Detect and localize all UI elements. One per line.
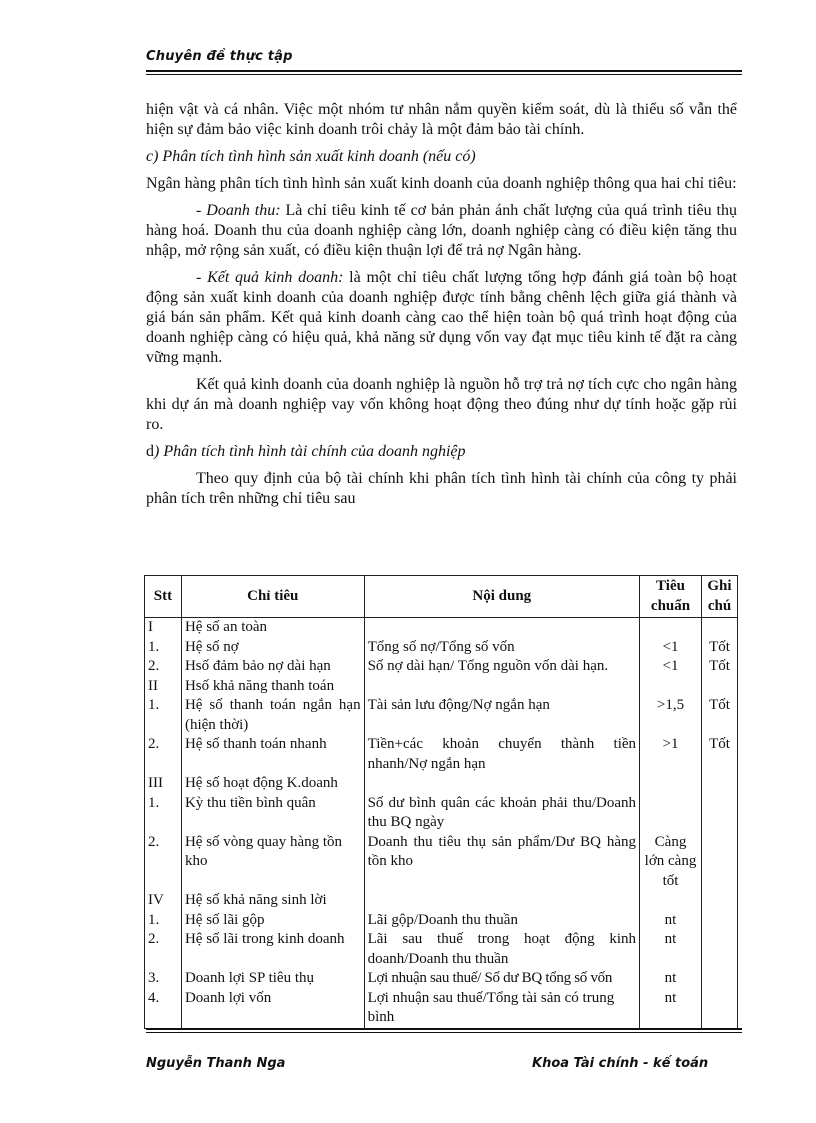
cell-note: [701, 774, 737, 794]
paragraph-5: Kết quả kinh doanh của doanh nghiệp là nguồn hỗ trợ trả nợ tích cực cho ngân hàng khi dự án mà doanh nghiệp vay vốn không hoạt động theo đúng như dự tính hoặc gặp rủi ro.: [146, 376, 737, 433]
cell-note: Tốt: [701, 638, 737, 658]
cell-standard: [640, 891, 702, 911]
cell-criterion: Hệ số lãi gộp: [181, 911, 364, 931]
cell-note: Tốt: [701, 735, 737, 774]
cell-criterion: Hệ số khả năng sinh lời: [181, 891, 364, 911]
cell-criterion: Hệ số nợ: [181, 638, 364, 658]
cell-content: Lãi gộp/Doanh thu thuần: [364, 911, 639, 931]
cell-note: [701, 969, 737, 989]
paragraph-revenue: [146, 201, 737, 261]
cell-criterion: Doanh lợi vốn: [181, 989, 364, 1029]
cell-content: Doanh thu tiêu thụ sản phẩm/Dư BQ hàng tồn kho: [364, 833, 639, 892]
header-title: Chuyên đề thực tập: [146, 49, 293, 64]
paragraph-2: Ngân hàng phân tích tình hình sản xuất kinh doanh của doanh nghiệp thông qua hai chỉ tiêu:: [146, 175, 737, 192]
cell-stt: IV: [145, 891, 182, 911]
cell-stt: 1.: [145, 696, 182, 735]
paragraph-1: hiện vật và cá nhân. Việc một nhóm tư nhân nắm quyền kiểm soát, dù là thiểu số vẫn thể hiện sự đảm bảo việc kinh doanh trôi chảy là một đảm bảo tài chính.: [146, 101, 737, 138]
cell-note: [701, 794, 737, 833]
cell-stt: 3.: [145, 969, 182, 989]
footer-department: Khoa Tài chính - kế toán: [532, 1056, 709, 1071]
text-revenue: Là chỉ tiêu kinh tế cơ bản phản ánh chất lượng của quá trình tiêu thụ hàng hoá. Doanh thu của doanh nghiệp càng lớn, doanh nghiệp càng có điều kiện tăng thu nhập, mở rộng sản xuất, có điều kiện thuận lợi để trả nợ Ngân hàng.: [146, 202, 737, 259]
cell-standard: nt: [640, 989, 702, 1029]
cell-standard: [640, 794, 702, 833]
cell-criterion: Hệ số hoạt động K.doanh: [181, 774, 364, 794]
cell-standard: nt: [640, 930, 702, 969]
cell-note: Tốt: [701, 696, 737, 735]
table-row: [145, 930, 738, 969]
cell-stt: I: [145, 618, 182, 638]
cell-content: Tài sản lưu động/Nợ ngắn hạn: [364, 696, 639, 735]
cell-standard: <1: [640, 638, 702, 658]
cell-standard: [640, 774, 702, 794]
cell-criterion: Hệ số thanh toán nhanh: [181, 735, 364, 774]
table-row: [145, 774, 738, 794]
cell-criterion: Kỳ thu tiền bình quân: [181, 794, 364, 833]
header-stt: Stt: [145, 576, 182, 618]
cell-stt: 1.: [145, 638, 182, 658]
cell-criterion: Hệ số lãi trong kinh doanh: [181, 930, 364, 969]
table-header-row: [145, 576, 738, 618]
cell-stt: 1.: [145, 911, 182, 931]
footer-author: Nguyễn Thanh Nga: [146, 1056, 286, 1071]
table-row: [145, 677, 738, 697]
criteria-table: [144, 575, 738, 1029]
header-criterion: Chỉ tiêu: [181, 576, 364, 618]
cell-stt: 2.: [145, 833, 182, 892]
cell-content: Tổng số nợ/Tổng số vốn: [364, 638, 639, 658]
cell-content: [364, 618, 639, 638]
heading-d: [146, 442, 737, 462]
body-text: [146, 100, 737, 516]
cell-stt: 1.: [145, 794, 182, 833]
table-row: [145, 794, 738, 833]
table-row: [145, 735, 738, 774]
cell-content: Lợi nhuận sau thuế/Tổng tài sản có trung bình: [364, 989, 639, 1029]
term-business-result: - Kết quả kinh doanh:: [196, 269, 344, 286]
heading-d-letter: d: [146, 443, 154, 460]
cell-note: [701, 930, 737, 969]
header-standard: Tiêu chuẩn: [640, 576, 702, 618]
text-business-result: là một chỉ tiêu chất lượng tổng hợp đánh giá toàn bộ hoạt động sản xuất kinh doanh của doanh nghiệp được tính bằng chênh lệch giữa giá thành và giá bán sản phẩm. Kết quả kinh doanh càng cao thể hiện toàn bộ quá trình hoạt động của doanh nghiệp càng có hiệu quả, khả năng sử dụng vốn vay đạt mục tiêu kinh tế đặt ra càng vững mạnh.: [146, 269, 737, 366]
cell-note: [701, 891, 737, 911]
cell-stt: III: [145, 774, 182, 794]
cell-stt: 4.: [145, 989, 182, 1029]
table-row: [145, 891, 738, 911]
cell-note: Tốt: [701, 657, 737, 677]
table-row: [145, 657, 738, 677]
cell-stt: II: [145, 677, 182, 697]
cell-content: [364, 891, 639, 911]
header-note: Ghi chú: [701, 576, 737, 618]
cell-content: [364, 774, 639, 794]
heading-d-text: ) Phân tích tình hình tài chính của doanh nghiệp: [154, 443, 466, 460]
cell-content: Số nợ dài hạn/ Tổng nguồn vốn dài hạn.: [364, 657, 639, 677]
term-revenue: - Doanh thu:: [196, 202, 281, 219]
page-header: [146, 47, 742, 65]
cell-content: Lãi sau thuế trong hoạt động kinh doanh/Doanh thu thuần: [364, 930, 639, 969]
cell-standard: [640, 618, 702, 638]
table-row: [145, 911, 738, 931]
cell-standard: nt: [640, 911, 702, 931]
cell-content: [364, 677, 639, 697]
cell-criterion: Doanh lợi SP tiêu thụ: [181, 969, 364, 989]
cell-content: Tiền+các khoản chuyển thành tiền nhanh/Nợ ngắn hạn: [364, 735, 639, 774]
cell-stt: 2.: [145, 657, 182, 677]
table-row: [145, 833, 738, 892]
header-content: Nội dung: [364, 576, 639, 618]
cell-criterion: Hệ số an toàn: [181, 618, 364, 638]
table-row: [145, 618, 738, 638]
paragraph-business-result: [146, 268, 737, 368]
cell-stt: 2.: [145, 930, 182, 969]
cell-note: [701, 989, 737, 1029]
cell-content: Số dư bình quân các khoản phải thu/Doanh thu BQ ngày: [364, 794, 639, 833]
header-rule: [146, 70, 742, 75]
cell-note: [701, 833, 737, 892]
footer-rule: [146, 1028, 742, 1033]
paragraph-6: Theo quy định của bộ tài chính khi phân tích tình hình tài chính của công ty phải phân tích trên những chỉ tiêu sau: [146, 470, 737, 507]
cell-standard: nt: [640, 969, 702, 989]
table-row: [145, 696, 738, 735]
cell-note: [701, 618, 737, 638]
cell-criterion: Hsố đảm bảo nợ dài hạn: [181, 657, 364, 677]
cell-criterion: Hệ số vòng quay hàng tồn kho: [181, 833, 364, 892]
cell-criterion: Hsố khả năng thanh toán: [181, 677, 364, 697]
cell-standard: Càng lớn càng tốt: [640, 833, 702, 892]
cell-criterion: Hệ số thanh toán ngắn hạn (hiện thời): [181, 696, 364, 735]
cell-standard: [640, 677, 702, 697]
cell-note: [701, 911, 737, 931]
cell-standard: >1: [640, 735, 702, 774]
heading-c: c) Phân tích tình hình sản xuất kinh doanh (nếu có): [146, 148, 476, 165]
cell-content: Lợi nhuận sau thuế/ Số dư BQ tổng số vốn: [364, 969, 639, 989]
table-row: [145, 638, 738, 658]
cell-standard: >1,5: [640, 696, 702, 735]
table-row: [145, 969, 738, 989]
table-row: [145, 989, 738, 1029]
cell-stt: 2.: [145, 735, 182, 774]
cell-note: [701, 677, 737, 697]
cell-standard: <1: [640, 657, 702, 677]
